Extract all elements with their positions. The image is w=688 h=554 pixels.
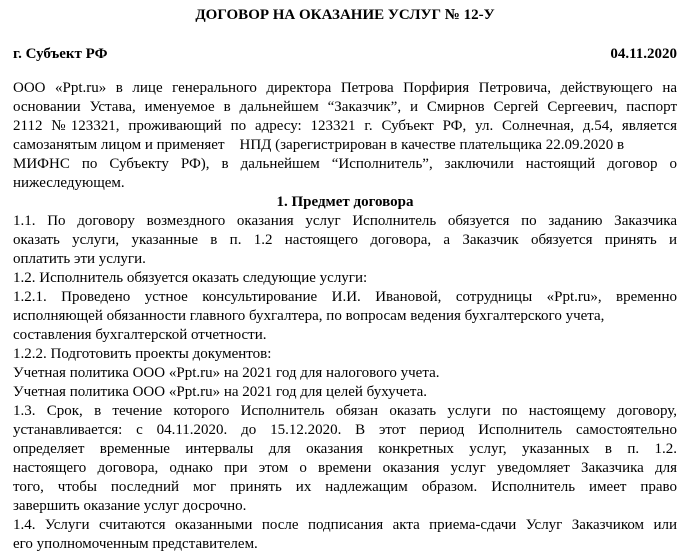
preamble-line: МИФНС по Субъекту РФ), в дальнейшем “Исполнитель”, заключили настоящий договор о <box>13 156 677 172</box>
clause-line: 1.2.2. Подготовить проекты документов: <box>13 346 272 362</box>
clause-line: 1.3. Срок, в течение которого Исполнитель обязан оказать услуги по настоящему договору, <box>13 403 677 419</box>
document-title: ДОГОВОР НА ОКАЗАНИЕ УСЛУГ № 12-У <box>195 7 495 23</box>
clause-line: того, чтобы последний мог принять их надлежащим образом. Исполнитель имеет право <box>13 479 677 495</box>
date: 04.11.2020 <box>610 46 677 62</box>
clause-line: устанавливается: с 04.11.2020. до 15.12.2020. В этот период Исполнитель самостоятельно <box>13 422 677 438</box>
section-title: 1. Предмет договора <box>276 194 414 210</box>
clause-line: 1.1. По договору возмездного оказания услуг Исполнитель обязуется по заданию Заказчика <box>13 213 677 229</box>
place: г. Субъект РФ <box>13 46 108 62</box>
clause-line: Учетная политика ООО «Ppt.ru» на 2021 год для целей бухучета. <box>13 384 427 400</box>
clause-line: 1.2. Исполнитель обязуется оказать следующие услуги: <box>13 270 368 286</box>
clause-line: исполняющей обязанности главного бухгалтера, по вопросам ведения бухгалтерского учета, <box>13 308 605 324</box>
preamble-line: нижеследующем. <box>13 175 125 191</box>
preamble-line: самозанятым лицом и применяет НПД (зарегистрирован в качестве плательщика 22.09.2020 в <box>13 137 625 153</box>
clause-line: оплатить эти услуги. <box>13 251 146 267</box>
clause-line: завершить оказание услуг досрочно. <box>13 498 247 514</box>
clause-line: составления бухгалтерской отчетности. <box>13 327 267 343</box>
preamble-line: ООО «Ppt.ru» в лице генерального директора Петрова Порфирия Петровича, действующего на <box>13 80 677 96</box>
clause-line: определяет временные интервалы для оказания конкретных услуг, указанных в п. 1.2. <box>13 441 677 457</box>
clause-line: Учетная политика ООО «Ppt.ru» на 2021 год для налогового учета. <box>13 365 440 381</box>
preamble-line: 2112 №123321, проживающий по адресу: 123321 г. Субъект РФ, ул. Солнечная, д.54, является <box>13 118 677 134</box>
clause-line: настоящего договора, однако при этом о времени оказания услуг уведомляет Заказчика для <box>13 460 677 476</box>
clause-line: его уполномоченным представителем. <box>13 536 258 552</box>
clause-line: оказать услуги, указанные в п. 1.2 настоящего договора, а Заказчик обязуется принять и <box>13 232 677 248</box>
preamble <box>13 79 677 193</box>
clause-line: 1.4. Услуги считаются оказанными после подписания акта приема-сдачи Услуг Заказчиком или <box>13 517 677 533</box>
clause-line: 1.2.1. Проведено устное консультирование И.И. Ивановой, сотрудницы «Ppt.ru», временно <box>13 289 677 305</box>
place-date-row <box>13 45 677 64</box>
clauses <box>13 212 677 554</box>
preamble-line: основании Устава, именуемое в дальнейшем “Заказчик”, и Смирнов Сергей Сергеевич, паспорт <box>13 99 677 115</box>
